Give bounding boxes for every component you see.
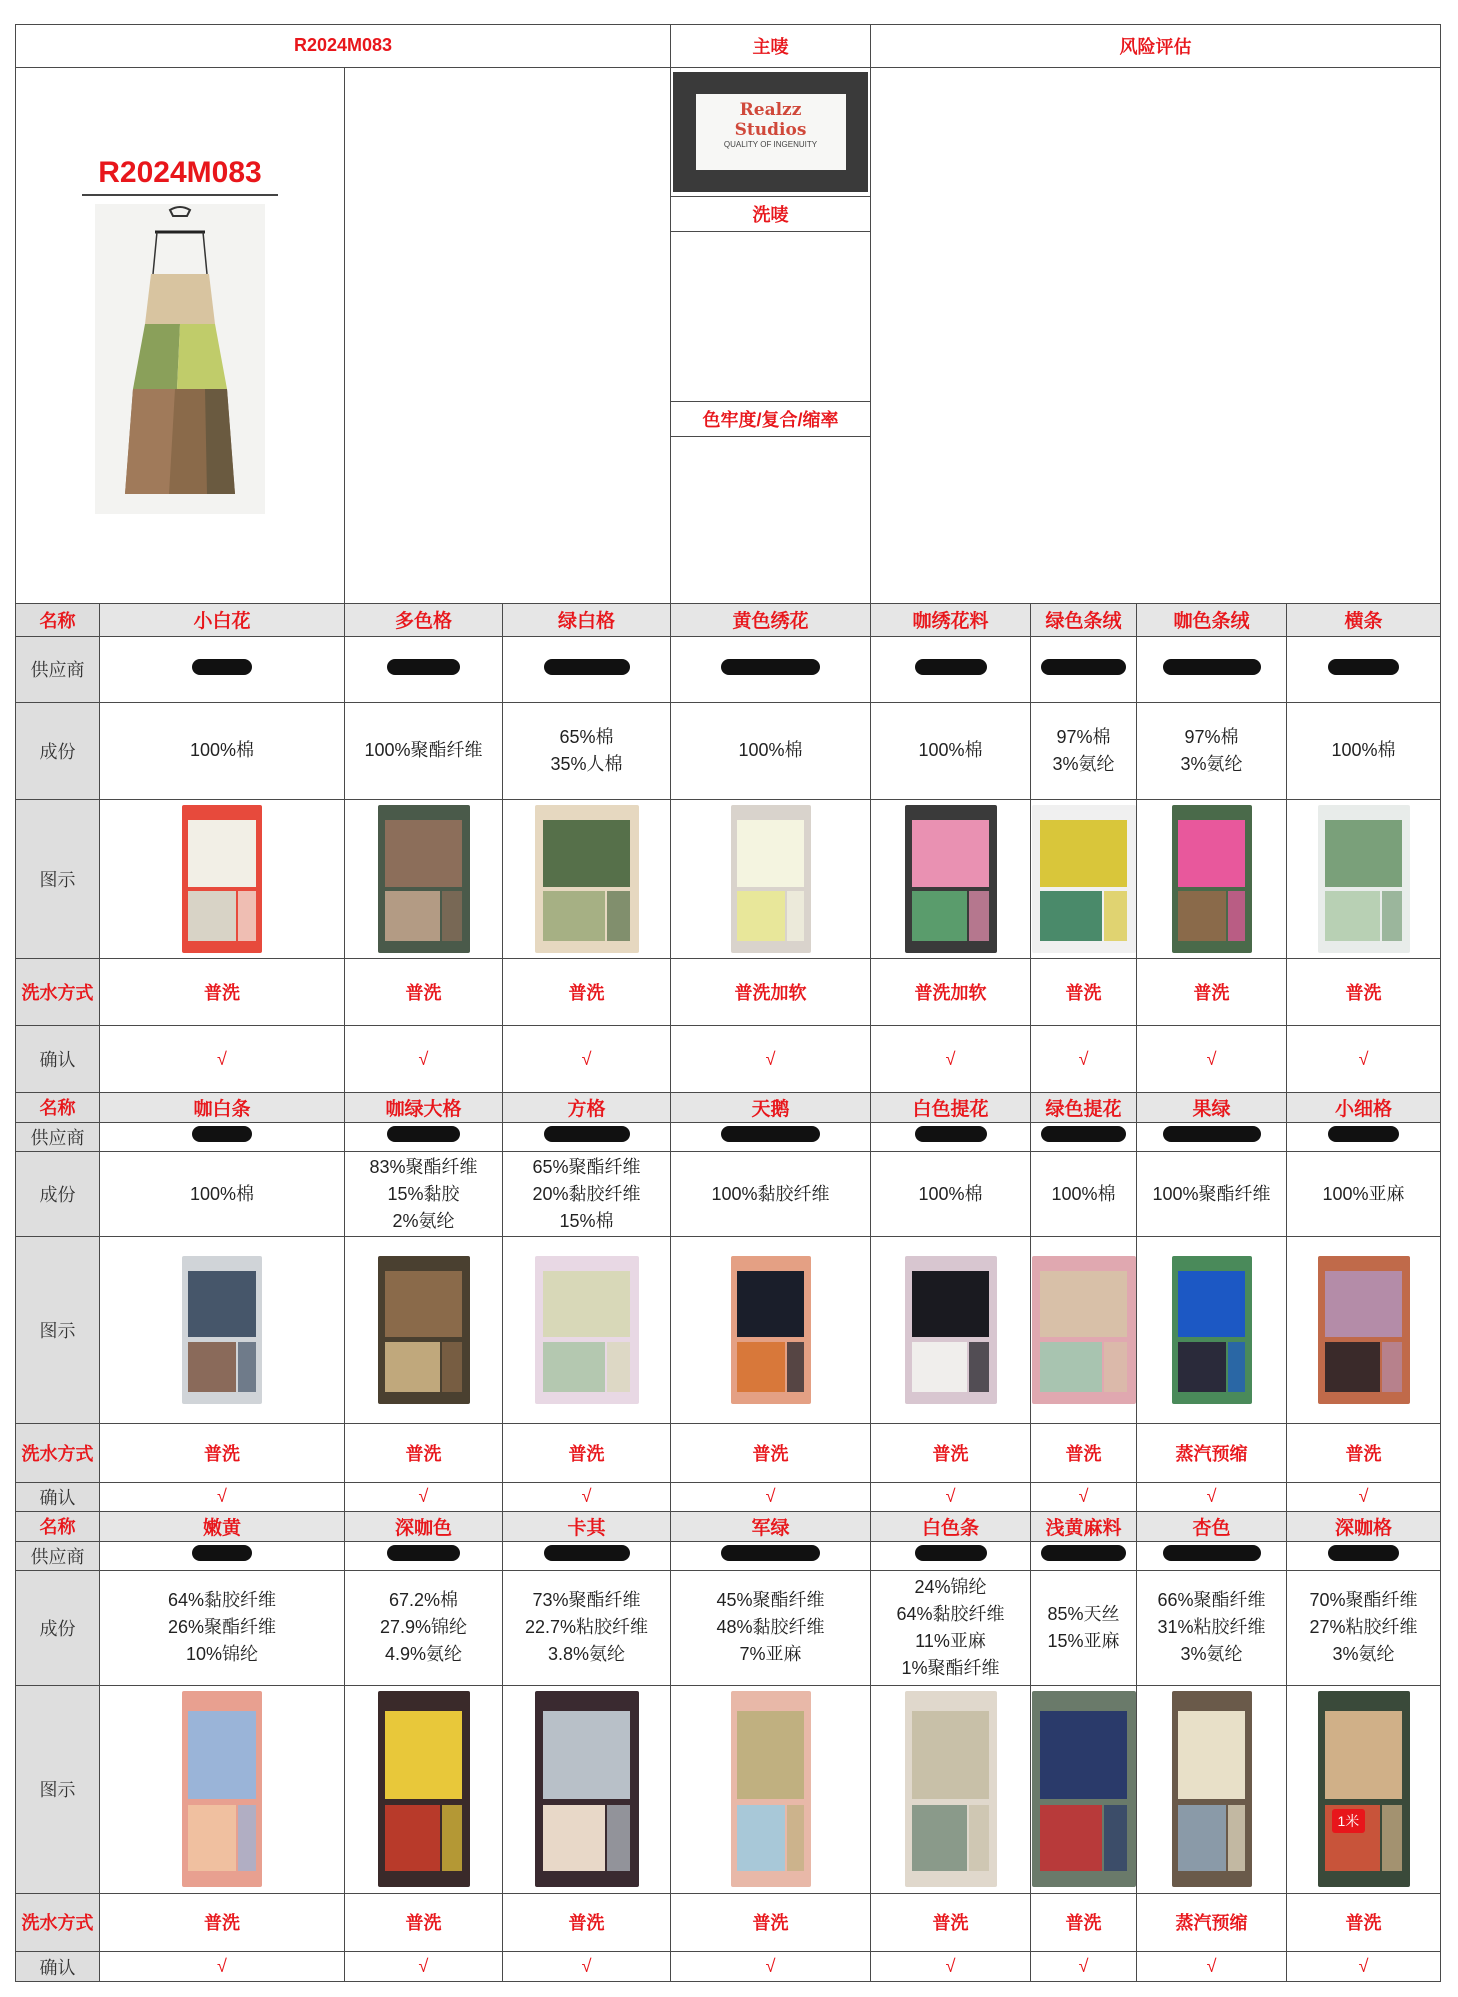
fabric-name: 横条 [1287,604,1441,636]
fabric-swatch-cell [1031,1237,1137,1424]
redaction-mark [387,1126,460,1142]
fabric-name: 小白花 [100,604,345,636]
confirm-check: √ [100,1482,345,1511]
section-2-image-row [16,1237,1441,1424]
composition-line: 100%棉 [189,740,255,761]
confirm-check: √ [871,1026,1031,1093]
fabric-swatch-cell [671,800,871,959]
section-2-name-row [16,1093,1441,1122]
composition-line: 2%氨纶 [392,1210,455,1231]
fabric-composition [345,1152,503,1237]
composition-line: 73%聚酯纤维 [532,1590,641,1611]
supplier-redacted [345,636,503,702]
name-row-label: 名称 [16,1093,100,1122]
fabric-composition [671,1152,871,1237]
supplier-redacted [671,1541,871,1570]
wash-method: 普洗 [1287,1423,1441,1482]
redaction-mark [192,1545,252,1561]
wash-method: 普洗 [871,1423,1031,1482]
composition-line: 65%棉 [559,726,614,747]
wash-method: 普洗 [345,1423,503,1482]
fabric-composition [871,1152,1031,1237]
composition-line: 100%亚麻 [1322,1183,1405,1204]
redaction-mark [1328,1545,1399,1561]
supplier-redacted [100,636,345,702]
dress-photo [95,204,265,514]
section-3-name-row [16,1512,1441,1541]
fabric-swatch-cell [1137,1685,1287,1893]
composition-line: 66%聚酯纤维 [1157,1590,1266,1611]
confirm-row-label: 确认 [16,1952,100,1982]
fabric-name: 杏色 [1137,1512,1287,1541]
fabric-composition [345,702,503,799]
colorfast-title: 色牢度/复合/缩率 [671,402,871,436]
section-1-composition-row [16,702,1441,799]
confirm-check: √ [345,1026,503,1093]
fabric-composition [671,1570,871,1685]
fabric-swatch-cell [503,800,671,959]
fabric-name: 深咖色 [345,1512,503,1541]
composition-line: 27%粘胶纤维 [1309,1617,1418,1638]
wash-method: 普洗加软 [671,959,871,1026]
composition-line: 24%锦纶 [914,1576,987,1597]
wash-method: 普洗 [100,1423,345,1482]
confirm-check: √ [1031,1026,1137,1093]
fabric-swatch-cell [503,1237,671,1424]
supplier-redacted [1137,1122,1287,1151]
redaction-mark [192,1126,252,1142]
wash-method: 普洗加软 [871,959,1031,1026]
composition-row-label: 成份 [16,1570,100,1685]
composition-line: 15%棉 [559,1210,614,1231]
supplier-redacted [1031,1541,1137,1570]
fabric-swatch-cell [671,1685,871,1893]
supplier-redacted [503,1122,671,1151]
section-1-name-row [16,604,1441,636]
composition-line: 48%黏胶纤维 [716,1617,825,1638]
supplier-redacted [100,1541,345,1570]
redaction-mark [1163,1126,1261,1142]
length-badge: 1米 [1332,1809,1366,1833]
supplier-redacted [671,636,871,702]
supplier-redacted [1031,1122,1137,1151]
supplier-redacted [1287,636,1441,702]
redaction-mark [915,1545,987,1561]
fabric-name: 浅黄麻料 [1031,1512,1137,1541]
wash-method: 普洗 [1287,1893,1441,1952]
fabric-name: 咖色条绒 [1137,604,1287,636]
wash-method: 普洗 [1031,1423,1137,1482]
fabric-swatch-photo [535,1691,639,1887]
fabric-swatch-cell [1137,800,1287,959]
fabric-swatch-photo [378,1691,470,1887]
supplier-redacted [503,1541,671,1570]
fabric-composition [1031,1152,1137,1237]
garment-code: R2024M083 [82,156,277,196]
fabric-name: 绿色提花 [1031,1093,1137,1122]
section-3-confirm-row [16,1952,1441,1982]
section-3-wash-row [16,1893,1441,1952]
fabric-name: 卡其 [503,1512,671,1541]
composition-line: 100%棉 [1051,1183,1116,1204]
wash-row-label: 洗水方式 [16,1423,100,1482]
redaction-mark [721,659,820,675]
composition-line: 64%黏胶纤维 [167,1590,277,1611]
wash-method: 蒸汽预缩 [1137,1423,1287,1482]
fabric-swatch-cell [1137,1237,1287,1424]
dress-icon [95,204,265,514]
fabric-name: 小细格 [1287,1093,1441,1122]
garment-panel [16,67,345,604]
supplier-redacted [871,636,1031,702]
fabric-swatch-photo [535,1256,639,1404]
image-row-label: 图示 [16,800,100,959]
composition-line: 85%天丝 [1047,1603,1120,1624]
confirm-check: √ [1137,1952,1287,1982]
blank-panel [345,67,671,604]
composition-line: 35%人棉 [550,753,623,774]
composition-line: 10%锦纶 [185,1644,259,1665]
redaction-mark [387,659,460,675]
fabric-composition [1031,1570,1137,1685]
confirm-check: √ [1137,1026,1287,1093]
redaction-mark [1041,1545,1126,1561]
composition-line: 3.8%氨纶 [547,1644,626,1665]
composition-line: 22.7%粘胶纤维 [524,1617,649,1638]
redaction-mark [1328,1126,1399,1142]
composition-line: 45%聚酯纤维 [716,1590,825,1611]
composition-line: 15%亚麻 [1047,1630,1120,1651]
confirm-row-label: 确认 [16,1482,100,1511]
fabric-swatch-photo [905,805,997,953]
redaction-mark [1163,1545,1261,1561]
section-1-wash-row [16,959,1441,1026]
label-brand-line-1: Realzz [739,100,802,121]
fabric-swatch-photo [1032,1691,1136,1887]
composition-line: 97%棉 [1056,726,1111,747]
fabric-swatch-photo [1172,1691,1252,1887]
composition-line: 3%氨纶 [1332,1644,1395,1665]
composition-line: 11%亚麻 [915,1630,986,1651]
fabric-composition [503,702,671,799]
fabric-composition [1287,1570,1441,1685]
fabric-name: 天鹅 [671,1093,871,1122]
composition-line: 64%黏胶纤维 [896,1603,1005,1624]
fabric-composition [1287,1152,1441,1237]
composition-line: 31%粘胶纤维 [1157,1617,1266,1638]
name-row-label: 名称 [16,604,100,636]
redaction-mark [544,659,630,675]
redaction-mark [544,1545,630,1561]
confirm-check: √ [100,1952,345,1982]
composition-line: 20%黏胶纤维 [532,1183,641,1204]
fabric-swatch-photo [1318,1691,1410,1887]
section-2-confirm-row [16,1482,1441,1511]
composition-line: 97%棉 [1184,726,1239,747]
supplier-row-label: 供应商 [16,1541,100,1570]
supplier-redacted [503,636,671,702]
wash-method: 普洗 [671,1893,871,1952]
section-3-image-row [16,1685,1441,1893]
redaction-mark [1328,659,1399,675]
fabric-name: 多色格 [345,604,503,636]
fabric-name: 深咖格 [1287,1512,1441,1541]
image-row-label: 图示 [16,1237,100,1424]
wash-method: 普洗 [1031,959,1137,1026]
composition-line: 100%聚酯纤维 [1152,1183,1271,1204]
confirm-check: √ [503,1026,671,1093]
composition-line: 100%棉 [918,1183,983,1204]
fabric-swatch-cell [100,1685,345,1893]
composition-line: 70%聚酯纤维 [1309,1590,1418,1611]
fabric-swatch-photo [731,1691,811,1887]
fabric-composition [1031,702,1137,799]
fabric-swatch-photo [731,805,811,953]
fabric-composition [100,702,345,799]
confirm-check: √ [503,1482,671,1511]
composition-line: 67.2%棉 [388,1590,459,1611]
supplier-redacted [1137,636,1287,702]
redaction-mark [1041,1126,1126,1142]
composition-line: 3%氨纶 [1052,753,1115,774]
wash-method: 普洗 [1031,1893,1137,1952]
fabric-spec-sheet [15,24,1440,1982]
fabric-name: 黄色绣花 [671,604,871,636]
redaction-mark [1163,659,1261,675]
fabric-swatch-cell [345,1685,503,1893]
fabric-swatch-cell [1287,1685,1441,1893]
confirm-check: √ [1031,1952,1137,1982]
wash-row-label: 洗水方式 [16,959,100,1026]
confirm-check: √ [1031,1482,1137,1511]
supplier-redacted [345,1541,503,1570]
fabric-swatch-photo [1032,1256,1136,1404]
fabric-name: 军绿 [671,1512,871,1541]
composition-line: 100%棉 [738,740,803,761]
fabric-swatch-cell [871,1237,1031,1424]
fabric-swatch-cell [1031,1685,1137,1893]
fabric-swatch-photo [182,805,262,953]
fabric-swatch-photo [378,805,470,953]
fabric-name: 绿色条绒 [1031,604,1137,636]
confirm-check: √ [100,1026,345,1093]
style-code-header: R2024M083 [16,25,671,68]
confirm-check: √ [503,1952,671,1982]
confirm-row-label: 确认 [16,1026,100,1093]
confirm-check: √ [1287,1952,1441,1982]
section-3-composition-row [16,1570,1441,1685]
supplier-redacted [100,1122,345,1151]
wash-method: 普洗 [100,1893,345,1952]
fabric-composition [100,1152,345,1237]
fabric-swatch-cell [671,1237,871,1424]
supplier-redacted [671,1122,871,1151]
section-2-composition-row [16,1152,1441,1237]
colorfast-panel [671,436,871,603]
fabric-swatch-cell [871,800,1031,959]
confirm-check: √ [671,1952,871,1982]
fabric-composition [871,702,1031,799]
fabric-name: 咖白条 [100,1093,345,1122]
composition-line: 100%棉 [189,1183,255,1204]
fabric-composition [345,1570,503,1685]
wash-method: 普洗 [503,1893,671,1952]
fabric-name: 方格 [503,1093,671,1122]
redaction-mark [387,1545,460,1561]
image-row-label: 图示 [16,1685,100,1893]
label-tagline: QUALITY OF INGENUITY [723,140,818,150]
fabric-composition [1287,702,1441,799]
composition-line: 83%聚酯纤维 [369,1156,478,1177]
redaction-mark [721,1545,820,1561]
redaction-mark [915,659,987,675]
main-label-title: 主唛 [671,25,871,68]
fabric-swatch-cell [1031,800,1137,959]
fabric-name: 果绿 [1137,1093,1287,1122]
fabric-swatch-photo [905,1256,997,1404]
confirm-check: √ [345,1952,503,1982]
fabric-swatch-photo [1172,805,1252,953]
confirm-check: √ [671,1482,871,1511]
fabric-swatch-photo [1172,1256,1252,1404]
supplier-redacted [345,1122,503,1151]
section-2-supplier-row [16,1122,1441,1151]
fabric-composition [1137,702,1287,799]
fabric-name: 咖绿大格 [345,1093,503,1122]
redaction-mark [915,1126,987,1142]
fabric-swatch-cell [345,800,503,959]
supplier-redacted [1031,636,1137,702]
redaction-mark [1041,659,1126,675]
fabric-composition [671,702,871,799]
confirm-check: √ [345,1482,503,1511]
confirm-check: √ [871,1952,1031,1982]
fabric-swatch-cell [345,1237,503,1424]
fabric-swatch-photo [182,1691,262,1887]
composition-line: 100%棉 [1331,740,1396,761]
fabric-swatch-cell [871,1685,1031,1893]
wash-method: 普洗 [671,1423,871,1482]
fabric-composition [871,1570,1031,1685]
composition-line: 4.9%氨纶 [384,1644,463,1665]
composition-line: 3%氨纶 [1180,1644,1243,1665]
supplier-redacted [1137,1541,1287,1570]
composition-row-label: 成份 [16,1152,100,1237]
wash-method: 普洗 [871,1893,1031,1952]
fabric-name: 白色条 [871,1512,1031,1541]
wash-method: 普洗 [345,1893,503,1952]
fabric-swatch-photo [378,1256,470,1404]
confirm-check: √ [1137,1482,1287,1511]
fabric-swatch-photo [535,805,639,953]
composition-line: 100%聚酯纤维 [364,740,483,761]
wash-label-title: 洗唛 [671,197,871,231]
supplier-redacted [871,1122,1031,1151]
section-1-supplier-row [16,636,1441,702]
confirm-check: √ [871,1482,1031,1511]
fabric-composition [503,1570,671,1685]
redaction-mark [192,659,252,675]
confirm-check: √ [1287,1026,1441,1093]
composition-line: 26%聚酯纤维 [167,1617,277,1638]
wash-method: 普洗 [1287,959,1441,1026]
section-3-supplier-row [16,1541,1441,1570]
section-2-wash-row [16,1423,1441,1482]
fabric-name: 白色提花 [871,1093,1031,1122]
fabric-swatch-photo [182,1256,262,1404]
composition-line: 1%聚酯纤维 [901,1657,1000,1678]
wash-method: 普洗 [503,1423,671,1482]
wash-method: 普洗 [503,959,671,1026]
risk-panel [871,67,1441,604]
wash-label-panel [671,231,871,401]
fabric-swatch-photo [1318,1256,1410,1404]
fabric-composition [1137,1152,1287,1237]
fabric-swatch-photo [1032,805,1136,953]
wash-method: 蒸汽预缩 [1137,1893,1287,1952]
supplier-redacted [871,1541,1031,1570]
wash-method: 普洗 [1137,959,1287,1026]
fabric-swatch-cell [1287,1237,1441,1424]
supplier-redacted [1287,1541,1441,1570]
fabric-swatch-photo [905,1691,997,1887]
section-1-image-row [16,800,1441,959]
composition-line: 27.9%锦纶 [379,1617,468,1638]
fabric-swatch-photo [1318,805,1410,953]
fabric-composition [100,1570,345,1685]
fabric-swatch-cell [100,1237,345,1424]
name-row-label: 名称 [16,1512,100,1541]
supplier-row-label: 供应商 [16,1122,100,1151]
section-1-confirm-row [16,1026,1441,1093]
composition-line: 15%黏胶 [387,1183,460,1204]
fabric-swatch-cell [503,1685,671,1893]
fabric-name: 咖绣花料 [871,604,1031,636]
supplier-redacted [1287,1122,1441,1151]
composition-line: 7%亚麻 [739,1644,802,1665]
wash-method: 普洗 [100,959,345,1026]
fabric-composition [503,1152,671,1237]
label-brand-line-2: Studios [734,120,807,141]
risk-title: 风险评估 [871,25,1441,68]
main-label-image [671,67,871,197]
spec-table [15,24,1441,1982]
composition-row-label: 成份 [16,702,100,799]
fabric-composition [1137,1570,1287,1685]
wash-method: 普洗 [345,959,503,1026]
composition-line: 65%聚酯纤维 [532,1156,641,1177]
confirm-check: √ [1287,1482,1441,1511]
composition-line: 3%氨纶 [1180,753,1243,774]
redaction-mark [544,1126,630,1142]
fabric-swatch-cell [1287,800,1441,959]
composition-line: 100%棉 [918,740,983,761]
fabric-name: 绿白格 [503,604,671,636]
fabric-name: 嫩黄 [100,1512,345,1541]
confirm-check: √ [671,1026,871,1093]
fabric-swatch-photo [731,1256,811,1404]
fabric-swatch-cell [100,800,345,959]
wash-row-label: 洗水方式 [16,1893,100,1952]
redaction-mark [721,1126,820,1142]
composition-line: 100%黏胶纤维 [711,1183,830,1204]
supplier-row-label: 供应商 [16,636,100,702]
